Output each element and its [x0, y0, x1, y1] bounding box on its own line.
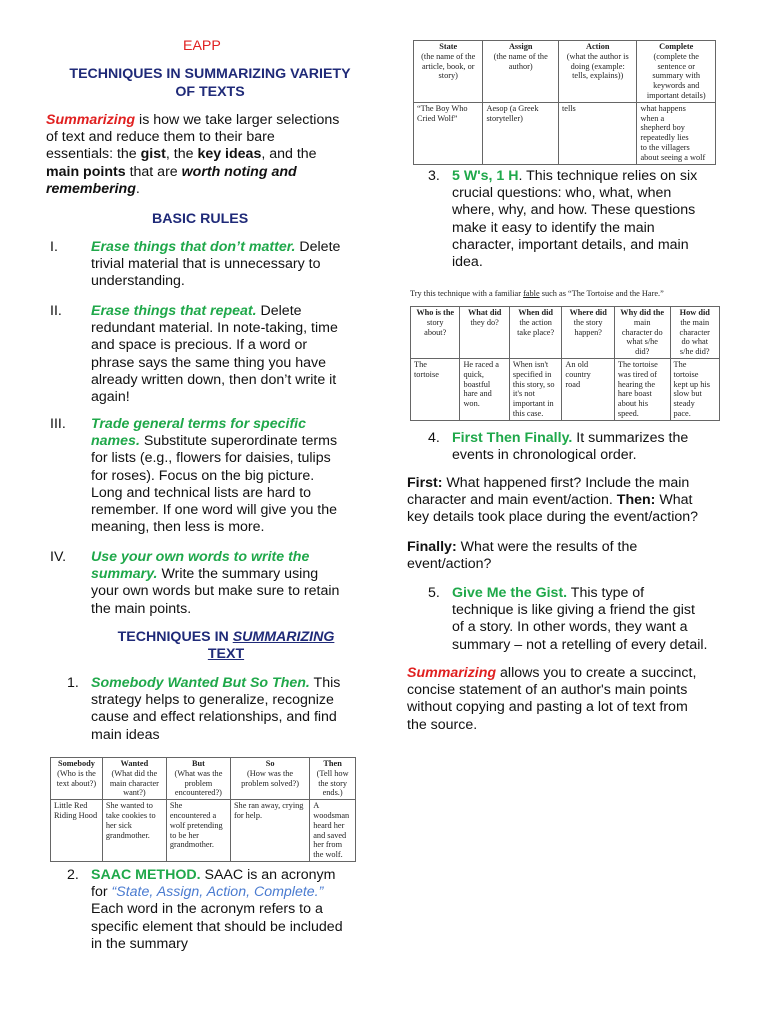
techniques-heading-text: TEXT [207, 646, 245, 663]
techniques-heading-term: SUMMARIZING [232, 629, 335, 645]
header-term: But [191, 759, 205, 768]
table-cell [51, 800, 103, 862]
technique-text: strategy helps to generalize, recognize [91, 692, 334, 709]
intro-remembering: remembering [46, 180, 136, 197]
header-term: Then [323, 759, 342, 768]
cell-line: Little Red [54, 801, 88, 811]
cell-line: pace. [673, 408, 691, 418]
cell-line: what s/he [626, 337, 658, 347]
paragraph-text: event/action? [407, 556, 492, 573]
cell-line: when a [640, 113, 665, 123]
cell-line: She wanted to [105, 801, 153, 811]
rule-text: Substitute superordinate terms [139, 433, 338, 450]
cell-line: (complete the [653, 51, 699, 61]
intro-worth: worth noting and [181, 163, 297, 180]
table-cell [509, 358, 562, 420]
cell-line: the main [680, 317, 710, 327]
cell-line: was tired of [617, 369, 658, 379]
cell-line: shepherd boy [640, 123, 685, 133]
table-cell [310, 800, 356, 862]
rule-number: II. [50, 303, 62, 319]
paragraph-text: without copying and pasting a lot of text from [407, 699, 688, 716]
table-header-cell [509, 307, 562, 359]
cell-line: the action [519, 317, 552, 327]
cell-line: The [673, 359, 687, 369]
cell-line: When did [518, 308, 554, 317]
rule-2-title: Erase things that repeat. [91, 303, 257, 319]
cell-line: author) [508, 61, 533, 71]
technique-text: summary – not a retelling of every detail. [452, 636, 708, 653]
cell-line: tells, explains)) [572, 71, 624, 81]
table-header-cell [558, 41, 637, 103]
table-header-cell [670, 307, 719, 359]
paragraph-text: What [655, 492, 693, 509]
techniques-heading [96, 629, 356, 663]
technique-text: main ideas [91, 726, 160, 743]
cell-line: keywords and [653, 81, 700, 91]
intro-paragraph [46, 112, 366, 198]
intro-text: is how we take larger selections [135, 112, 340, 128]
table-header-row [51, 758, 356, 800]
page-title-line1: TECHNIQUES IN SUMMARIZING VARIETY [69, 66, 351, 82]
table-header-cell [637, 41, 716, 103]
cell-line: sentence or [657, 61, 695, 71]
table-row [414, 102, 716, 164]
technique-4-title: First Then Finally. [452, 430, 573, 446]
technique-text: idea. [452, 254, 483, 271]
cell-line: Cried Wolf” [417, 113, 458, 123]
techniques-heading-text: TECHNIQUES IN [117, 629, 233, 645]
intro-text: essentials: the [46, 146, 141, 163]
table-header-cell [102, 758, 166, 800]
intro-main-points: main points [46, 163, 126, 180]
table-header-cell [411, 307, 460, 359]
cell-line: encountered a [169, 810, 217, 820]
cell-line: Who is the [416, 308, 455, 317]
cell-line: grandmother. [169, 840, 214, 850]
header-term: Complete [659, 42, 694, 51]
technique-1 [91, 675, 371, 744]
table-header-row [411, 307, 720, 359]
cell-line: How did [679, 308, 710, 317]
cell-line: her from [313, 840, 343, 850]
cell-line: the wolf. [313, 850, 343, 860]
finally-paragraph [407, 539, 752, 573]
paragraph-text: character and main event/action. [407, 492, 617, 509]
cell-line: repeatedly lies [640, 133, 689, 143]
cell-line: her sick [105, 820, 132, 830]
technique-4 [452, 430, 742, 464]
rule-text: redundant material. In note-taking, time [91, 320, 338, 337]
cell-line: Aesop (a Greek [486, 103, 539, 113]
intro-text: . [135, 180, 140, 197]
table-row [51, 800, 356, 862]
conclusion-paragraph [407, 665, 752, 734]
technique-text: where, why, and how. These questions [452, 202, 696, 219]
technique-3 [452, 168, 742, 271]
technique-text: Each word in the acronym refers to a [91, 901, 323, 918]
header-term: State [439, 42, 458, 51]
cell-line: tells [561, 103, 576, 113]
cell-line: tortoise [673, 369, 699, 379]
technique-text: for [91, 884, 112, 901]
cell-line: Where did [569, 308, 607, 317]
technique-text: This [309, 675, 341, 691]
rule-3-title: names. [91, 433, 140, 450]
cell-line: (What was the [174, 768, 223, 778]
then-label: Then: [616, 492, 656, 509]
cell-line: hare boast [617, 389, 652, 399]
term-summarizing: Summarizing [46, 112, 136, 128]
cell-line: problem [184, 778, 213, 788]
technique-5 [452, 585, 752, 654]
intro-key-ideas: key ideas [197, 146, 262, 163]
technique-1-title: Somebody Wanted But So Then. [91, 675, 310, 691]
cell-line: s/he did? [679, 347, 710, 357]
cell-line: wolf pretending [169, 820, 223, 830]
saac-expansion: “State, Assign, Action, Complete.” [111, 884, 324, 901]
rule-2 [91, 303, 371, 406]
technique-2-title: SAAC METHOD. [91, 867, 201, 883]
cell-line: woodsman [313, 810, 350, 820]
cell-line: “The Boy Who [417, 103, 468, 113]
technique-text: events in chronological order. [452, 447, 637, 464]
cell-line: the story [573, 317, 603, 327]
cell-line: important in [512, 399, 554, 409]
cell-line: main [633, 317, 651, 327]
technique-text: . This technique relies on six [518, 168, 698, 184]
cell-line: encountered?) [174, 788, 222, 798]
rule-text: Write the summary using [157, 566, 319, 583]
cell-line: (the name of the [421, 51, 476, 61]
cell-line: (Tell how [316, 768, 349, 778]
header-term: Action [585, 42, 610, 51]
page-title [40, 66, 380, 101]
rule-text: trivial material that is unnecessary to [91, 256, 321, 273]
paragraph-text: What were the results of the [456, 539, 638, 555]
table-header-cell [562, 307, 615, 359]
cell-line: heard her [313, 820, 345, 830]
table-cell [166, 800, 230, 862]
header-term: So [265, 759, 275, 768]
technique-number: 3. [428, 168, 440, 184]
table-row [411, 358, 720, 420]
header-term: Somebody [57, 759, 95, 768]
cell-line: She [169, 801, 183, 811]
cell-line: this story, so [512, 379, 555, 389]
cell-line: quick, [463, 369, 484, 379]
cell-line: doing (example: [570, 61, 625, 71]
cell-line: do what [681, 337, 708, 347]
rule-text: Delete [295, 239, 341, 255]
cell-line: An old [565, 359, 589, 369]
table-header-row [414, 41, 716, 103]
cell-line: want?) [123, 788, 146, 798]
cell-line: to the villagers [640, 142, 690, 152]
w5h-table [410, 306, 720, 421]
caption-fable: fable [523, 289, 540, 298]
cell-line: and saved [313, 830, 347, 840]
rule-text: the main points. [91, 600, 192, 617]
table-cell [414, 102, 483, 164]
cell-line: ends.) [322, 788, 343, 798]
page-title-line2: OF TEXTS [175, 83, 245, 100]
cell-line: What did [467, 308, 502, 317]
rule-4-title: summary. [91, 566, 158, 583]
saac-table [413, 40, 716, 165]
cell-line: grandmother. [105, 830, 150, 840]
cell-line: (What did the [111, 768, 158, 778]
cell-line: When isn't [512, 359, 549, 369]
table-cell [230, 800, 309, 862]
cell-line: (Who is the [57, 768, 96, 778]
cell-line: hearing the [617, 379, 655, 389]
cell-line: The [414, 359, 427, 369]
table-cell [670, 358, 719, 420]
technique-text: technique is like giving a friend the gist [452, 602, 695, 619]
eapp-label: EAPP [183, 38, 221, 54]
basic-rules-heading: BASIC RULES [152, 211, 249, 227]
technique-text: specific element that should be included [91, 918, 343, 935]
cell-line: road [565, 379, 581, 389]
cell-line: about his [617, 399, 649, 409]
rule-4-title: Use your own words to write the [91, 549, 310, 565]
intro-text: , the [165, 146, 198, 163]
finally-label: Finally: [407, 539, 457, 555]
technique-text: make it easy to identify the main [452, 219, 655, 236]
rule-1-title: . [291, 239, 296, 255]
cell-line: character do [621, 327, 663, 337]
technique-text: SAAC is an acronym [200, 867, 336, 883]
term-summarizing: Summarizing [407, 665, 497, 681]
table-header-cell [414, 41, 483, 103]
rule-number: IV. [50, 549, 67, 565]
cell-line: (the name of the [493, 51, 548, 61]
cell-line: kept up his [673, 379, 710, 389]
cell-line: summary with [652, 71, 701, 81]
caption-text: such as “The Tortoise and the Hare.” [539, 289, 664, 298]
cell-line: this case. [512, 408, 544, 418]
technique-5-title: Give Me the Gist. [452, 585, 568, 601]
rule-text: meaning, then less is more. [91, 519, 265, 536]
table-header-cell [166, 758, 230, 800]
rule-text: for roses). Focus on the big picture. [91, 467, 315, 484]
rule-1 [91, 239, 371, 291]
cell-line: A [313, 801, 320, 811]
cell-line: The tortoise [617, 359, 658, 369]
first-then-paragraph [407, 475, 752, 527]
cell-line: She ran away, crying [233, 801, 304, 811]
table-cell [483, 102, 559, 164]
technique-2 [91, 867, 371, 953]
rule-3 [91, 416, 371, 536]
rule-1-title: Erase things that don’t matter [91, 239, 292, 255]
cell-line: character [679, 327, 710, 337]
cell-line: (what the author is [566, 51, 629, 61]
cell-line: the story [318, 778, 348, 788]
table-cell [562, 358, 615, 420]
table-header-cell [51, 758, 103, 800]
rule-text: Delete [256, 303, 302, 319]
cell-line: what happens [640, 103, 686, 113]
technique-text: crucial questions: who, what, when [452, 185, 672, 202]
paragraph-text: the source. [407, 716, 478, 733]
table-header-cell [230, 758, 309, 800]
table-header-cell [460, 307, 509, 359]
rule-text: again! [91, 389, 130, 406]
cell-line: for help. [233, 810, 263, 820]
technique-number: 1. [67, 675, 79, 691]
technique-3-title: 5 W's, 1 H [452, 168, 519, 184]
table-header-cell [614, 307, 670, 359]
cell-line: to be her [169, 830, 199, 840]
cell-line: hare and [463, 389, 492, 399]
cell-line: it's not [512, 389, 535, 399]
table-cell [102, 800, 166, 862]
rule-text: understanding. [91, 273, 185, 290]
rule-text: your own words but make sure to retain [91, 583, 340, 600]
table-cell [558, 102, 637, 164]
cell-line: about seeing a wolf [640, 152, 706, 162]
table-cell [460, 358, 509, 420]
cell-line: take place? [517, 327, 555, 337]
cell-line: important details) [646, 90, 706, 100]
cell-line: story [426, 317, 444, 327]
paragraph-text: key details took place during the event/action? [407, 509, 699, 526]
cell-line: happen? [574, 327, 602, 337]
cell-line: speed. [617, 408, 639, 418]
technique-text: in the summary [91, 935, 188, 952]
cell-line: about? [424, 327, 447, 337]
first-label: First: [407, 475, 443, 491]
rule-text: Long and technical lists are hard to [91, 484, 312, 501]
cell-line: problem solved?) [241, 778, 299, 788]
cell-line: slow but [673, 389, 702, 399]
table-header-cell [483, 41, 559, 103]
intro-text: of text and reduce them to their bare [46, 129, 275, 146]
technique-text: of a story. In other words, they want a [452, 619, 688, 636]
rule-number: III. [50, 416, 66, 432]
cell-line: (How was the [247, 768, 294, 778]
rule-3-title: Trade general terms for specific [91, 416, 307, 432]
cell-line: country [565, 369, 591, 379]
cell-line: main character [109, 778, 159, 788]
header-term: Assign [508, 42, 533, 51]
cell-line: Riding Hood [54, 810, 98, 820]
cell-line: He raced a [463, 359, 499, 369]
cell-line: text about?) [56, 778, 97, 788]
cell-line: won. [463, 399, 480, 409]
rule-text: and space is precious. If a word or [91, 337, 308, 354]
caption-text: Try this technique with a familiar [410, 289, 524, 298]
table-cell [614, 358, 670, 420]
technique-number: 5. [428, 585, 440, 601]
cell-line: did? [635, 347, 650, 357]
cell-line: they do? [470, 317, 499, 327]
paragraph-text: concise statement of an author's main points [407, 682, 688, 699]
cell-line: article, book, or [421, 61, 475, 71]
technique-number: 2. [67, 867, 79, 883]
table-cell [411, 358, 460, 420]
technique-text: character, important details, and main [452, 236, 689, 253]
rule-4 [91, 549, 371, 618]
paragraph-text: What happened first? Include the main [442, 475, 690, 491]
intro-text: that are [125, 163, 182, 180]
technique-number: 4. [428, 430, 440, 446]
rule-text: for lists (e.g., flowers for daisies, tulips [91, 450, 331, 467]
technique-text: This type of [567, 585, 645, 601]
cell-line: specified in [512, 369, 552, 379]
rule-number: I. [50, 239, 58, 255]
rule-text: remember. If one word will give you the [91, 502, 338, 519]
header-term: Wanted [120, 759, 149, 768]
technique-text: cause and effect relationships, and find [91, 709, 337, 726]
swbst-table [50, 757, 356, 862]
intro-gist: gist [140, 146, 166, 163]
technique-text: It summarizes the [572, 430, 689, 446]
table-header-cell [310, 758, 356, 800]
rule-text: phrase says the same thing you have [91, 354, 327, 371]
cell-line: steady [673, 399, 695, 409]
rule-text: already written down, then don’t write it [91, 371, 337, 388]
cell-line: storyteller) [486, 113, 523, 123]
cell-line: Why did the [620, 308, 665, 317]
intro-text: , and the [261, 146, 317, 163]
cell-line: take cookies to [105, 810, 156, 820]
w5h-caption [410, 289, 730, 298]
cell-line: story) [438, 71, 458, 81]
paragraph-text: allows you to create a succinct, [496, 665, 697, 681]
cell-line: tortoise [414, 369, 439, 379]
cell-line: boastful [463, 379, 491, 389]
table-cell [637, 102, 716, 164]
